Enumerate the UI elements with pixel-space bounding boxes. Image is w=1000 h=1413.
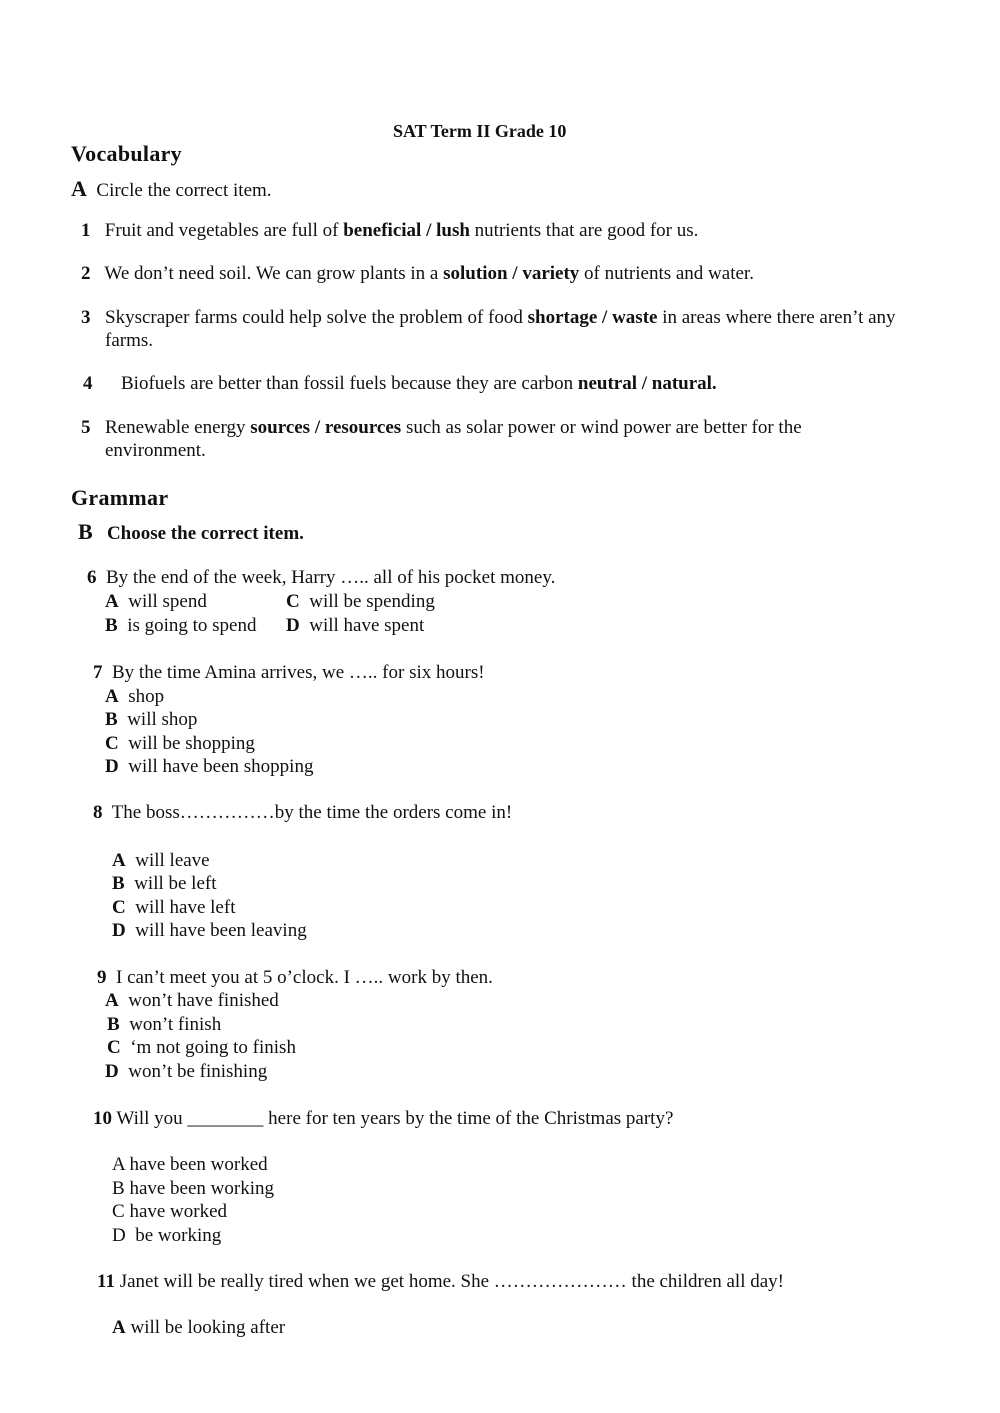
question-text: By the end of the week, Harry ….. all of his pocket money. <box>106 567 556 588</box>
option-letter: B <box>105 615 118 636</box>
question-number: 7 <box>93 662 103 683</box>
option[interactable] <box>286 615 424 638</box>
question-8 <box>93 802 512 825</box>
option-letter: A <box>105 990 119 1011</box>
item-text-pre: Skyscraper farms could help solve the problem of food <box>105 307 528 328</box>
item-choice[interactable]: solution / variety <box>443 263 580 284</box>
option-text: will be shopping <box>128 733 255 754</box>
question-text: I can’t meet you at 5 o’clock. I ….. work by then. <box>116 967 493 988</box>
vocab-item <box>105 307 920 353</box>
item-number: 5 <box>81 417 91 438</box>
vocabulary-heading: Vocabulary <box>71 141 182 166</box>
option[interactable] <box>105 615 257 638</box>
question-11 <box>97 1271 784 1294</box>
question-10 <box>93 1108 673 1131</box>
item-number: 2 <box>81 263 91 284</box>
item-text-post: nutrients that are good for us. <box>469 220 699 241</box>
option-text: will have been leaving <box>135 920 307 941</box>
question-6 <box>87 567 555 590</box>
question-text: Will you ________ here for ten years by the time of the Christmas party? <box>116 1108 674 1129</box>
option-letter: B <box>105 709 118 730</box>
option-text: will leave <box>135 850 210 871</box>
option-letter: B <box>107 1014 120 1035</box>
option-letter: D <box>112 920 126 941</box>
option-text: will shop <box>127 709 198 730</box>
option[interactable] <box>112 920 307 943</box>
option-letter: D <box>105 756 119 777</box>
option-letter: D <box>112 1225 126 1246</box>
option[interactable] <box>105 1061 267 1084</box>
item-number: 4 <box>83 373 93 394</box>
option-letter: C <box>107 1037 121 1058</box>
page-title: SAT Term II Grade 10 <box>393 121 567 141</box>
option-letter: D <box>286 615 300 636</box>
option-text: won’t have finished <box>128 990 279 1011</box>
option[interactable] <box>105 756 313 779</box>
option[interactable] <box>112 1317 285 1340</box>
item-number: 3 <box>81 307 91 328</box>
option[interactable] <box>112 1178 274 1201</box>
item-number-wrap <box>81 417 91 440</box>
question-7 <box>93 662 485 685</box>
option-text: is going to spend <box>127 615 257 636</box>
option-text: will spend <box>128 591 207 612</box>
instruction-text: Choose the correct item. <box>106 523 304 544</box>
vocab-item <box>83 373 717 396</box>
option-text: won’t finish <box>129 1014 222 1035</box>
option[interactable] <box>105 990 279 1013</box>
option-letter: C <box>112 1201 125 1222</box>
option-letter: A <box>112 1154 125 1175</box>
item-number: 1 <box>81 220 91 241</box>
question-number: 6 <box>87 567 97 588</box>
option-text: will be looking after <box>130 1317 286 1338</box>
option-letter: A <box>112 850 126 871</box>
question-number: 10 <box>93 1108 112 1129</box>
grammar-instruction <box>78 519 304 546</box>
item-choice[interactable]: neutral / natural. <box>577 373 717 394</box>
option[interactable] <box>112 1225 221 1248</box>
option[interactable] <box>112 850 210 873</box>
option-text: will have spent <box>309 615 425 636</box>
option-text: ‘m not going to finish <box>130 1037 296 1058</box>
option-text: won’t be finishing <box>128 1061 268 1082</box>
vocab-item <box>105 417 865 463</box>
option[interactable] <box>286 591 435 614</box>
item-choice[interactable]: beneficial / lush <box>343 220 470 241</box>
question-text: By the time Amina arrives, we ….. for six hours! <box>112 662 485 683</box>
option-text: will be spending <box>309 591 435 612</box>
question-number: 11 <box>97 1271 115 1292</box>
option-letter: D <box>105 1061 119 1082</box>
option-letter: C <box>286 591 300 612</box>
option[interactable] <box>112 1201 227 1224</box>
option[interactable] <box>112 1154 268 1177</box>
option-text: be working <box>135 1225 222 1246</box>
option[interactable] <box>112 897 235 920</box>
vocab-item <box>81 220 698 243</box>
option-text: have been working <box>129 1178 274 1199</box>
option-text: have been worked <box>129 1154 268 1175</box>
item-choice[interactable]: sources / resources <box>250 417 402 438</box>
item-text-post: such as solar power or wind power are better for the environment. <box>105 417 802 461</box>
item-text-pre: Biofuels are better than fossil fuels because they are carbon <box>121 373 578 394</box>
question-number: 8 <box>93 802 103 823</box>
item-text-pre: Renewable energy <box>105 417 251 438</box>
item-text-post: of nutrients and water. <box>579 263 754 284</box>
option[interactable] <box>105 591 207 614</box>
item-text-pre: We don’t need soil. We can grow plants in a <box>104 263 444 284</box>
option-letter: A <box>112 1317 126 1338</box>
option-letter: A <box>105 591 119 612</box>
option[interactable] <box>105 733 255 756</box>
option-text: will have left <box>135 897 236 918</box>
question-text: The boss……………by the time the orders come in! <box>111 802 513 823</box>
question-number: 9 <box>97 967 107 988</box>
option-letter: B <box>112 873 125 894</box>
option-text: shop <box>128 686 165 707</box>
option-text: have worked <box>129 1201 228 1222</box>
option-letter: A <box>105 686 119 707</box>
question-text: Janet will be really tired when we get home. She ………………… the children all day! <box>119 1271 784 1292</box>
option[interactable] <box>112 873 217 896</box>
option[interactable] <box>107 1037 296 1060</box>
option[interactable] <box>105 709 197 732</box>
item-text-post: in areas where there aren’t any farms. <box>105 307 896 351</box>
item-text-pre: Fruit and vegetables are full of <box>104 220 344 241</box>
item-choice[interactable]: shortage / waste <box>527 307 658 328</box>
option-letter: B <box>112 1178 125 1199</box>
option-letter: C <box>105 733 119 754</box>
vocabulary-instruction <box>71 176 272 203</box>
instruction-text: Circle the correct item. <box>96 180 272 201</box>
option[interactable] <box>105 686 164 709</box>
option-text: will be left <box>134 873 217 894</box>
option-letter: C <box>112 897 126 918</box>
question-9 <box>97 967 493 990</box>
item-number-wrap <box>81 307 91 330</box>
vocab-item <box>81 263 754 286</box>
grammar-heading: Grammar <box>71 485 169 510</box>
section-letter: B <box>78 519 93 544</box>
option[interactable] <box>107 1014 221 1037</box>
option-text: will have been shopping <box>128 756 314 777</box>
section-letter: A <box>71 176 87 201</box>
